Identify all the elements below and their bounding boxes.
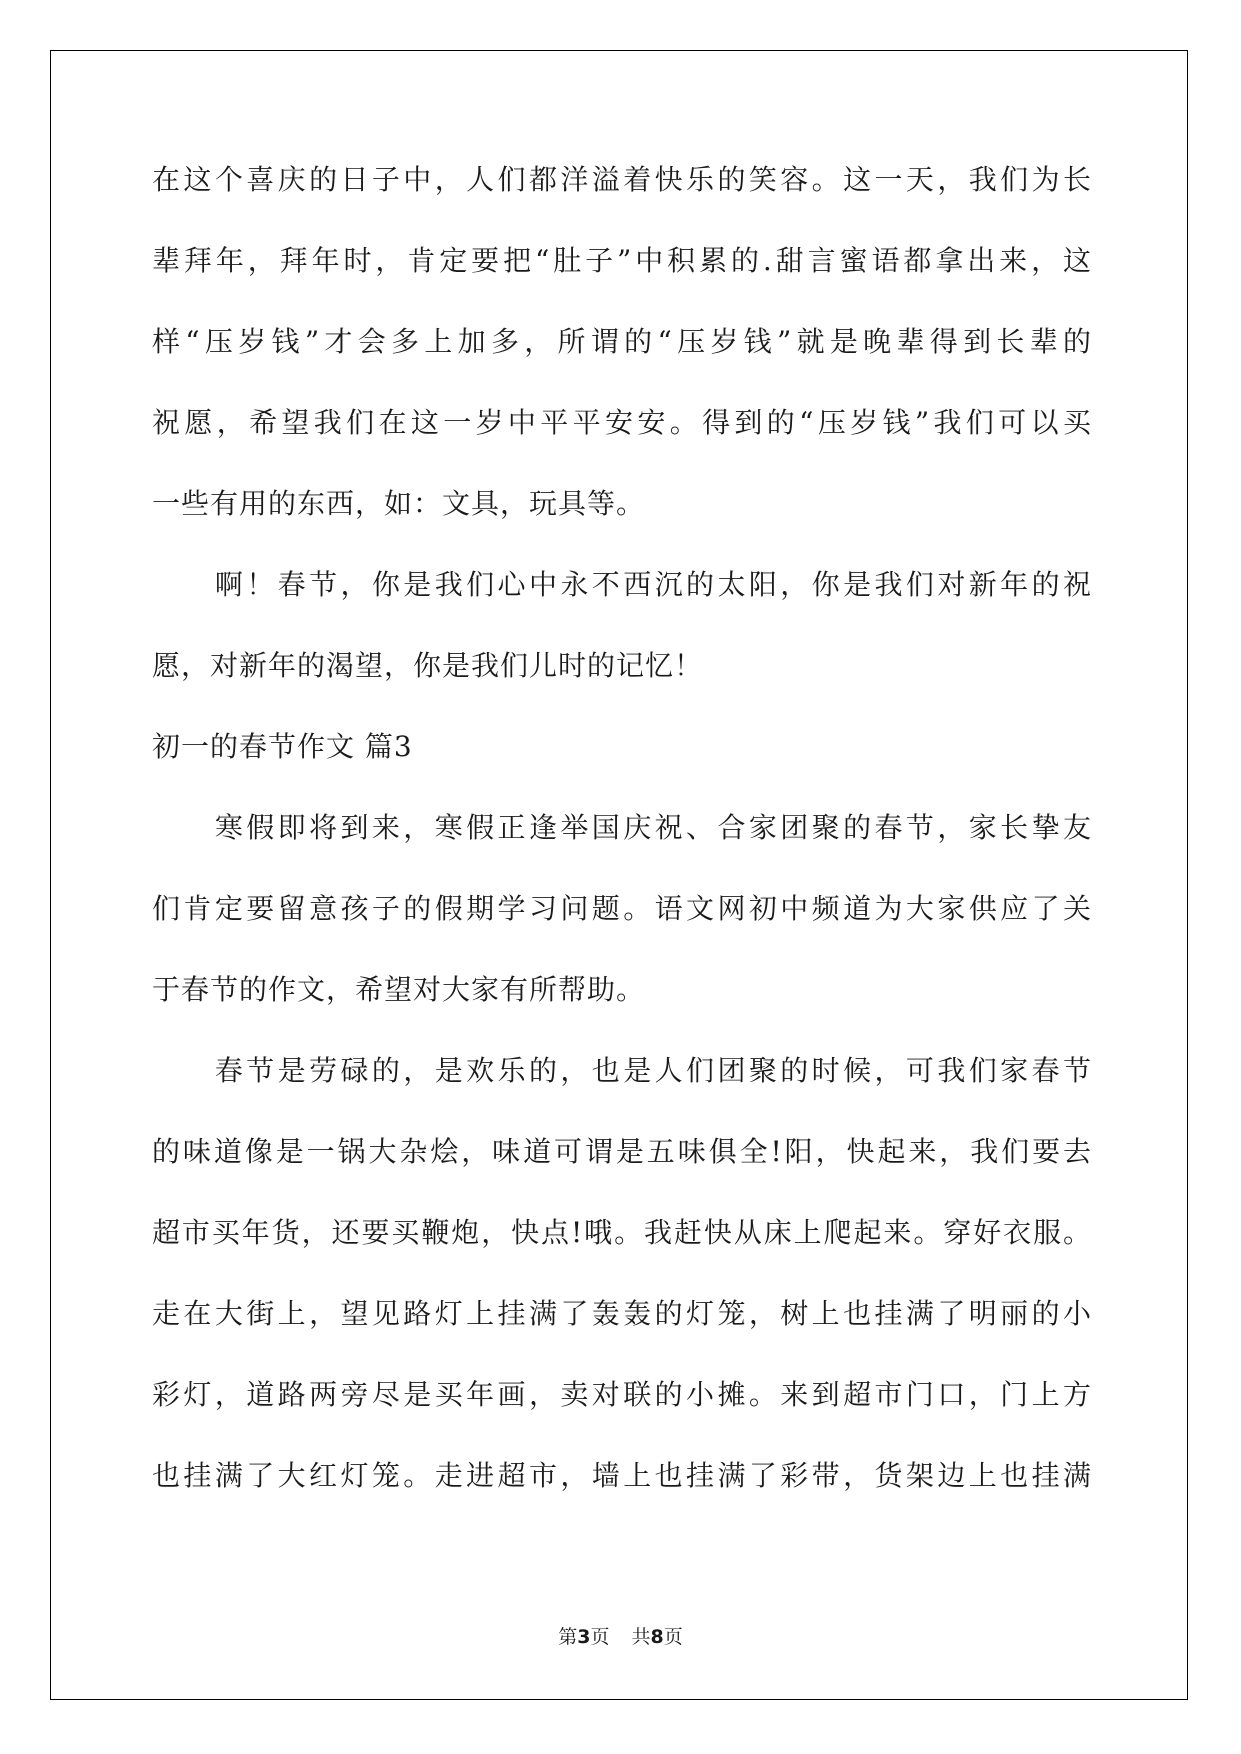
text-line: 们肯定要留意孩子的假期学习问题。语文网初中频道为大家供应了关 (152, 892, 1092, 925)
text-line: 也挂满了大红灯笼。走进超市，墙上也挂满了彩带，货架边上也挂满 (152, 1459, 1092, 1492)
total-page-number: 8 (650, 1626, 664, 1648)
text-line: 彩灯，道路两旁尽是买年画，卖对联的小摊。来到超市门口，门上方 (152, 1378, 1092, 1411)
footer-prefix: 第 (558, 1626, 578, 1648)
current-page-number: 3 (577, 1626, 591, 1648)
document-body (152, 160, 1092, 1537)
footer-total-prefix: 共 (631, 1626, 651, 1648)
text-line: 在这个喜庆的日子中，人们都洋溢着快乐的笑容。这一天，我们为长 (152, 163, 1092, 196)
text-line: 祝愿，希望我们在这一岁中平平安安。得到的“压岁钱”我们可以买 (152, 406, 1092, 439)
text-line: 一些有用的东西，如：文具，玩具等。 (152, 487, 646, 520)
text-line: 啊！春节，你是我们心中永不西沉的太阳，你是我们对新年的祝 (152, 568, 1092, 601)
text-line: 愿，对新年的渴望，你是我们儿时的记忆！ (152, 649, 704, 682)
page-footer (0, 1622, 1241, 1649)
text-line: 样“压岁钱”才会多上加多，所谓的“压岁钱”就是晚辈得到长辈的 (152, 325, 1092, 358)
text-line: 寒假即将到来，寒假正逢举国庆祝、合家团聚的春节，家长挚友 (152, 811, 1092, 844)
text-line: 春节是劳碌的，是欢乐的，也是人们团聚的时候，可我们家春节 (152, 1054, 1092, 1087)
footer-total-suffix: 页 (663, 1626, 683, 1648)
section-heading: 初一的春节作文 篇3 (152, 730, 413, 763)
text-line: 辈拜年，拜年时，肯定要把“肚子”中积累的.甜言蜜语都拿出来，这 (152, 244, 1092, 277)
text-line: 的味道像是一锅大杂烩，味道可谓是五味俱全!阳，快起来，我们要去 (152, 1135, 1092, 1168)
text-line: 超市买年货，还要买鞭炮，快点!哦。我赶快从床上爬起来。穿好衣服。 (152, 1216, 1092, 1249)
footer-page-suffix: 页 (590, 1626, 610, 1648)
text-line: 走在大街上，望见路灯上挂满了轰轰的灯笼，树上也挂满了明丽的小 (152, 1297, 1092, 1330)
text-line: 于春节的作文，希望对大家有所帮助。 (152, 973, 646, 1006)
